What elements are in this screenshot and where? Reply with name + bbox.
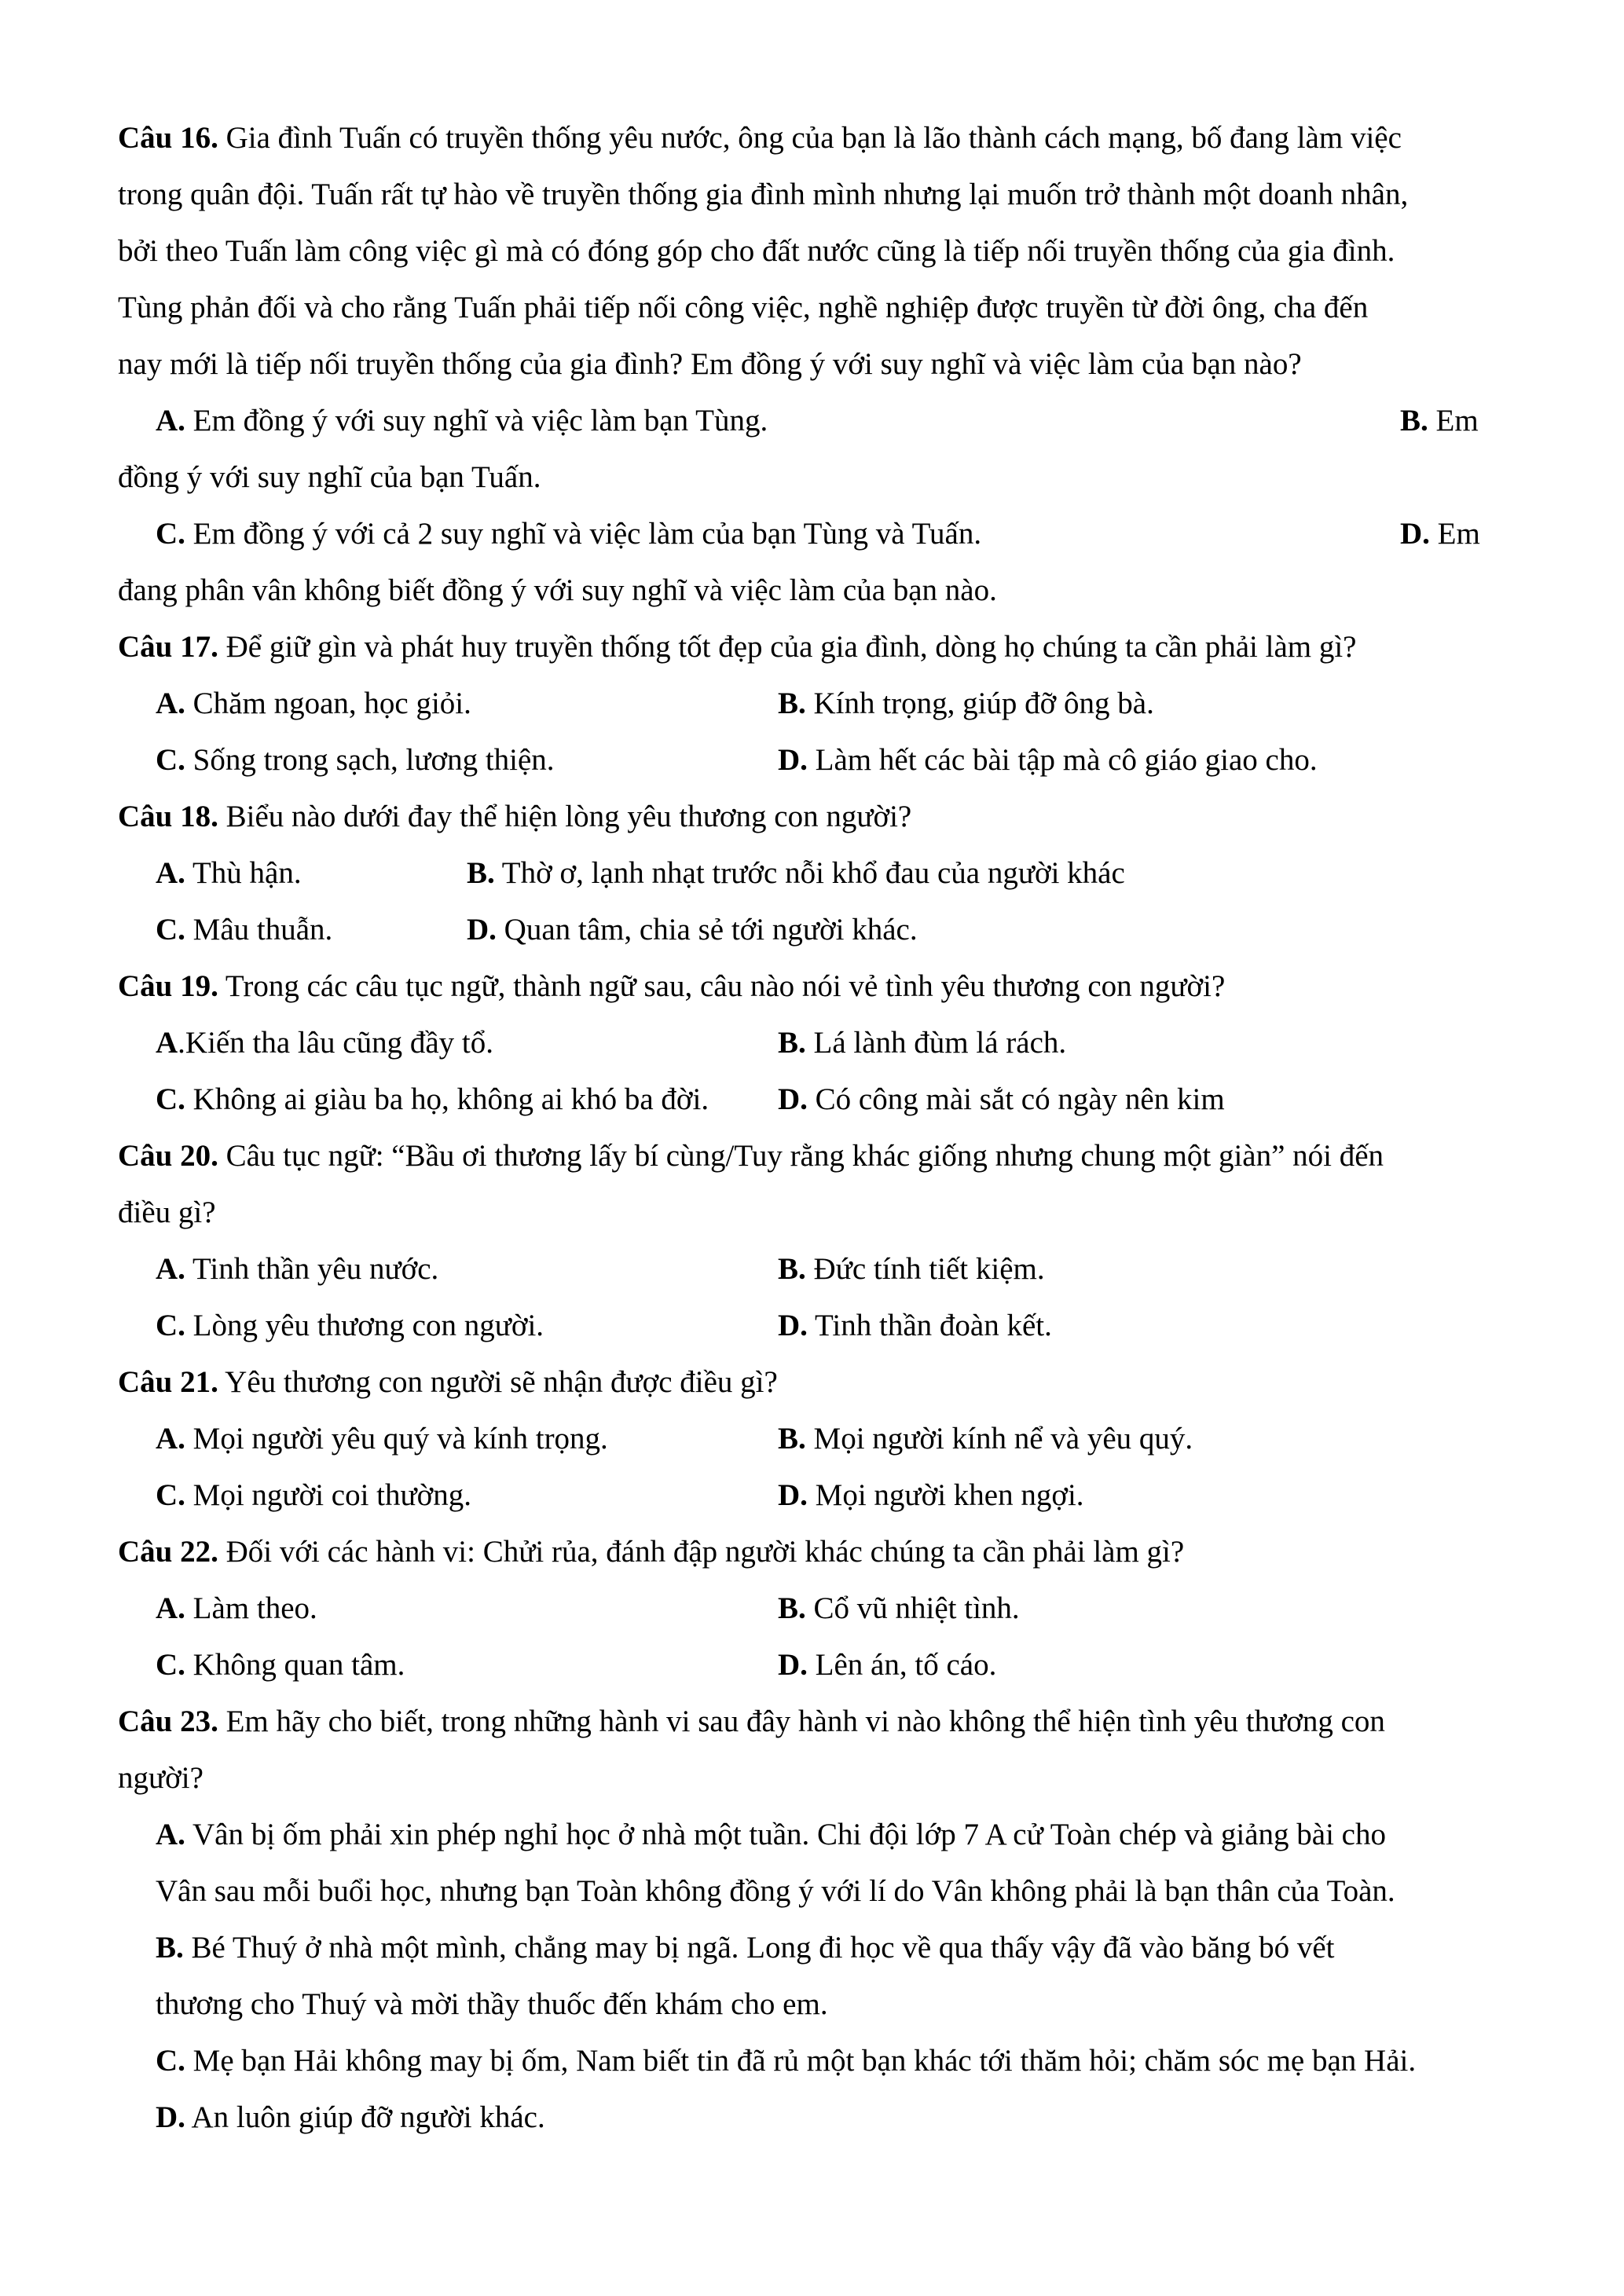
option-d (156, 2102, 545, 2133)
option-text: Quan tâm, chia sẻ tới người khác. (496, 913, 918, 947)
option-a (156, 858, 302, 888)
option-a-continued: Vân sau mỗi buổi học, nhưng bạn Toàn không đồng ý với lí do Vân không phải là bạn thân của Toàn. (156, 1874, 1395, 1908)
option-label: C. (156, 1309, 185, 1342)
option-label: A. (156, 404, 185, 438)
option-b (467, 858, 1125, 888)
option-b (778, 1423, 1193, 1454)
option-text: Sống trong sạch, lương thiện. (185, 743, 555, 777)
question-text: Đối với các hành vi: Chửi rủa, đánh đập người khác chúng ta cần phải làm gì? (218, 1535, 1185, 1569)
option-label: D. (778, 1648, 808, 1682)
question-number: Câu 18. (118, 800, 218, 833)
question-text: Gia đình Tuấn có truyền thống yêu nước, ông của bạn là lão thành cách mạng, bố đang làm việc (218, 121, 1402, 155)
option-text: Cổ vũ nhiệt tình. (805, 1591, 1020, 1625)
option-text: Em (1429, 517, 1480, 551)
option-text: Mẹ bạn Hải không may bị ốm, Nam biết tin đã rủ một bạn khác tới thăm hỏi; chăm sóc mẹ bạn Hải. (185, 2044, 1417, 2078)
question-number: Câu 23. (118, 1705, 218, 1738)
question-text: Em hãy cho biết, trong những hành vi sau đây hành vi nào không thể hiện tình yêu thương con (218, 1705, 1385, 1738)
option-b (778, 1027, 1066, 1058)
option-text: Vân bị ốm phải xin phép nghỉ học ở nhà một tuần. Chi đội lớp 7 A cử Toàn chép và giảng bài cho (185, 1818, 1386, 1851)
option-text: Kính trọng, giúp đỡ ông bà. (805, 687, 1154, 720)
option-text: Mọi người khen ngợi. (807, 1478, 1084, 1512)
option-label: C. (156, 1478, 185, 1512)
option-label: A. (156, 1818, 185, 1851)
question-number: Câu 20. (118, 1139, 218, 1173)
option-text: Thờ ơ, lạnh nhạt trước nỗi khổ đau của người khác (494, 856, 1125, 890)
option-label: C. (156, 1648, 185, 1682)
option-d (467, 914, 918, 945)
question-number: Câu 22. (118, 1535, 218, 1569)
option-text: Em đồng ý với suy nghĩ và việc làm bạn Tùng. (185, 404, 768, 438)
question-16-line-1 (118, 123, 1402, 153)
option-label: B. (778, 1026, 806, 1060)
option-b (1400, 405, 1479, 436)
option-label: D. (778, 743, 808, 777)
option-text: Không ai giàu ba họ, không ai khó ba đời. (185, 1082, 709, 1116)
option-c (156, 745, 555, 775)
option-b (156, 1932, 1335, 1963)
option-label: C. (156, 913, 185, 947)
option-a (156, 1593, 317, 1624)
option-label: A. (156, 687, 185, 720)
option-b-continued: đồng ý với suy nghĩ của bạn Tuấn. (118, 460, 541, 494)
question-text: Yêu thương con người sẽ nhận được điều gì? (218, 1365, 778, 1399)
option-c (156, 914, 332, 945)
option-text: Mọi người yêu quý và kính trọng. (185, 1422, 608, 1456)
option-a (156, 405, 768, 436)
option-label: C. (156, 2044, 185, 2078)
option-a (156, 1423, 608, 1454)
option-text: .Kiến tha lâu cũng đầy tổ. (178, 1026, 493, 1060)
option-text: Đức tính tiết kiệm. (805, 1252, 1045, 1286)
option-a (156, 688, 471, 719)
question-number: Câu 17. (118, 630, 218, 664)
option-text: Không quan tâm. (185, 1648, 405, 1682)
question-16-line-2: trong quân đội. Tuấn rất tự hào về truyền thống gia đình mình nhưng lại muốn trở thành một doanh nhân, (118, 178, 1409, 211)
question-text: Để giữ gìn và phát huy truyền thống tốt đẹp của gia đình, dòng họ chúng ta cần phải làm gì? (218, 630, 1357, 664)
option-b (778, 688, 1154, 719)
question-23-line-1 (118, 1706, 1385, 1737)
option-text: Thù hận. (185, 856, 302, 890)
question-19 (118, 971, 1225, 1002)
option-text: Làm hết các bài tập mà cô giáo giao cho. (807, 743, 1318, 777)
option-a (156, 1819, 1386, 1850)
option-d (1400, 518, 1480, 549)
option-label: B. (1400, 404, 1428, 438)
option-d (778, 745, 1318, 775)
option-text: An luôn giúp đỡ người khác. (185, 2100, 545, 2134)
option-c (156, 1310, 544, 1341)
option-label: B. (778, 687, 806, 720)
question-text: Biểu nào dưới đay thể hiện lòng yêu thương con người? (218, 800, 912, 833)
option-a (156, 1254, 438, 1284)
question-text: Câu tục ngữ: “Bầu ơi thương lấy bí cùng/Tuy rằng khác giống nhưng chung một giàn” nói đến (218, 1139, 1384, 1173)
option-d (778, 1084, 1225, 1115)
option-label: A. (156, 856, 185, 890)
option-d (778, 1650, 996, 1680)
option-c (156, 518, 981, 549)
option-label: B. (778, 1422, 806, 1456)
option-label: B. (467, 856, 495, 890)
question-18 (118, 801, 911, 832)
option-a (156, 1027, 493, 1058)
option-b-continued: thương cho Thuý và mời thầy thuốc đến khám cho em. (156, 1987, 828, 2021)
option-label: D. (778, 1309, 808, 1342)
option-text: Mọi người coi thường. (185, 1478, 472, 1512)
option-b (778, 1593, 1020, 1624)
option-label: B. (156, 1931, 184, 1965)
option-label: A. (156, 1252, 185, 1286)
option-c (156, 1650, 405, 1680)
option-text: Tinh thần yêu nước. (185, 1252, 439, 1286)
option-label: D. (778, 1478, 808, 1512)
option-label: A. (156, 1591, 185, 1625)
option-label: D. (778, 1082, 808, 1116)
question-22 (118, 1536, 1184, 1567)
option-b (778, 1254, 1045, 1284)
option-text: Làm theo. (185, 1591, 317, 1625)
question-number: Câu 16. (118, 121, 218, 155)
option-label: D. (1400, 517, 1430, 551)
question-number: Câu 19. (118, 969, 218, 1003)
option-label: B. (778, 1252, 806, 1286)
question-number: Câu 21. (118, 1365, 218, 1399)
option-label: A. (156, 1422, 185, 1456)
option-label: D. (467, 913, 497, 947)
option-d (778, 1310, 1052, 1341)
question-17 (118, 632, 1357, 662)
question-16-line-4: Tùng phản đối và cho rằng Tuấn phải tiếp nối công việc, nghề nghiệp được truyền từ đời ông, cha đến (118, 291, 1369, 324)
question-21 (118, 1367, 778, 1397)
option-c (156, 2045, 1416, 2076)
option-label: C. (156, 517, 185, 551)
option-text: Bé Thuý ở nhà một mình, chẳng may bị ngã. Long đi học về qua thấy vậy đã vào băng bó vết (183, 1931, 1335, 1965)
option-text: Em đồng ý với cả 2 suy nghĩ và việc làm của bạn Tùng và Tuấn. (185, 517, 982, 551)
question-16-line-5: nay mới là tiếp nối truyền thống của gia đình? Em đồng ý với suy nghĩ và việc làm của bạn nào? (118, 347, 1302, 381)
option-text: Chăm ngoan, học giỏi. (185, 687, 471, 720)
question-23-line-2: người? (118, 1761, 203, 1795)
option-d (778, 1480, 1084, 1511)
option-label: C. (156, 743, 185, 777)
option-d-continued: đang phân vân không biết đồng ý với suy nghĩ và việc làm của bạn nào. (118, 573, 997, 607)
option-text: Mâu thuẫn. (185, 913, 333, 947)
question-20-line-1 (118, 1141, 1384, 1171)
option-label: C. (156, 1082, 185, 1116)
option-label: D. (156, 2100, 185, 2134)
option-text: Lên án, tố cáo. (807, 1648, 997, 1682)
option-text: Mọi người kính nể và yêu quý. (805, 1422, 1193, 1456)
option-text: Có công mài sắt có ngày nên kim (807, 1082, 1225, 1116)
option-text: Lòng yêu thương con người. (185, 1309, 544, 1342)
option-text: Lá lành đùm lá rách. (805, 1026, 1067, 1060)
option-text: Em (1428, 404, 1479, 438)
question-20-line-2: điều gì? (118, 1196, 216, 1229)
question-16-line-3: bởi theo Tuấn làm công việc gì mà có đóng góp cho đất nước cũng là tiếp nối truyền thống của gia đình. (118, 234, 1395, 268)
option-label: B. (778, 1591, 806, 1625)
option-label: A (156, 1026, 178, 1060)
option-text: Tinh thần đoàn kết. (807, 1309, 1052, 1342)
option-c (156, 1084, 709, 1115)
question-text: Trong các câu tục ngữ, thành ngữ sau, câu nào nói vẻ tình yêu thương con người? (218, 969, 1226, 1003)
option-c (156, 1480, 471, 1511)
